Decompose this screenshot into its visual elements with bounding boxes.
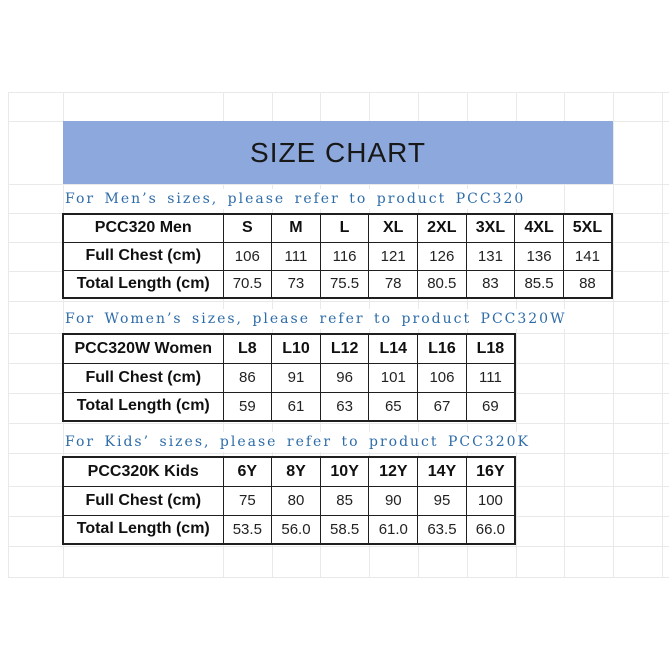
table-title-cell: PCC320W Women — [63, 334, 223, 363]
size-value-cell: 67 — [418, 392, 467, 421]
grid-line-horizontal — [8, 577, 669, 578]
page-title: SIZE CHART — [250, 136, 426, 168]
size-value-cell: 95 — [418, 486, 467, 515]
size-header-cell: 5XL — [563, 214, 612, 242]
size-header-cell: S — [223, 214, 272, 242]
size-value-cell: 63 — [320, 392, 369, 421]
size-header-cell: L — [320, 214, 369, 242]
size-header-cell: 2XL — [418, 214, 467, 242]
size-header-cell: 3XL — [466, 214, 515, 242]
size-value-cell: 106 — [223, 242, 272, 270]
size-value-cell: 90 — [369, 486, 418, 515]
size-table-header-row — [63, 214, 612, 242]
grid-line-vertical — [662, 92, 663, 577]
size-value-cell: 86 — [223, 363, 272, 392]
size-value-cell: 73 — [272, 270, 321, 298]
size-value-cell: 91 — [272, 363, 321, 392]
size-header-cell: 6Y — [223, 457, 272, 486]
size-value-cell: 141 — [563, 242, 612, 270]
size-value-cell: 53.5 — [223, 515, 272, 544]
women-size-table — [62, 333, 516, 422]
size-value-cell: 61.0 — [369, 515, 418, 544]
size-value-cell: 75 — [223, 486, 272, 515]
size-value-cell: 101 — [369, 363, 418, 392]
size-value-cell: 100 — [466, 486, 515, 515]
size-value-cell: 83 — [466, 270, 515, 298]
size-header-cell: XL — [369, 214, 418, 242]
size-value-cell: 131 — [466, 242, 515, 270]
size-header-cell: 4XL — [515, 214, 564, 242]
size-value-cell: 80 — [272, 486, 321, 515]
size-table-row — [63, 270, 612, 298]
grid-line-horizontal — [8, 423, 669, 424]
men-size-table — [62, 213, 613, 299]
size-value-cell: 66.0 — [466, 515, 515, 544]
grid-line-vertical — [8, 92, 9, 577]
size-chart-banner — [63, 121, 613, 184]
row-label-cell: Full Chest (cm) — [63, 363, 223, 392]
size-value-cell: 111 — [272, 242, 321, 270]
size-header-cell: 12Y — [369, 457, 418, 486]
grid-line-vertical — [613, 92, 614, 577]
table-title-cell: PCC320K Kids — [63, 457, 223, 486]
size-header-cell: L10 — [272, 334, 321, 363]
size-value-cell: 75.5 — [320, 270, 369, 298]
size-value-cell: 85.5 — [515, 270, 564, 298]
size-value-cell: 88 — [563, 270, 612, 298]
size-value-cell: 106 — [418, 363, 467, 392]
size-table-row — [63, 392, 515, 421]
size-value-cell: 111 — [466, 363, 515, 392]
size-header-cell: L8 — [223, 334, 272, 363]
size-value-cell: 136 — [515, 242, 564, 270]
size-header-cell: M — [272, 214, 321, 242]
size-header-cell: L14 — [369, 334, 418, 363]
size-value-cell: 61 — [272, 392, 321, 421]
grid-line-horizontal — [8, 184, 669, 185]
size-value-cell: 59 — [223, 392, 272, 421]
table-title-cell: PCC320 Men — [63, 214, 223, 242]
row-label-cell: Total Length (cm) — [63, 270, 223, 298]
row-label-cell: Total Length (cm) — [63, 392, 223, 421]
grid-line-horizontal — [8, 453, 669, 454]
grid-line-horizontal — [8, 301, 669, 302]
size-value-cell: 69 — [466, 392, 515, 421]
row-label-cell: Full Chest (cm) — [63, 242, 223, 270]
size-header-cell: L16 — [418, 334, 467, 363]
size-header-cell: L12 — [320, 334, 369, 363]
size-table-header-row — [63, 334, 515, 363]
size-table-row — [63, 515, 515, 544]
size-header-cell: 14Y — [418, 457, 467, 486]
size-value-cell: 63.5 — [418, 515, 467, 544]
row-label-cell: Full Chest (cm) — [63, 486, 223, 515]
kids-size-table — [62, 456, 516, 545]
women-sizes-note: For Women’s sizes, please refer to product PCC320W — [64, 309, 572, 329]
grid-line-horizontal — [8, 546, 669, 547]
size-value-cell: 85 — [320, 486, 369, 515]
size-value-cell: 56.0 — [272, 515, 321, 544]
size-table-row — [63, 363, 515, 392]
size-value-cell: 80.5 — [418, 270, 467, 298]
size-value-cell: 65 — [369, 392, 418, 421]
kids-sizes-note: For Kids’ sizes, please refer to product PCC320K — [64, 432, 536, 452]
size-value-cell: 78 — [369, 270, 418, 298]
size-header-cell: L18 — [466, 334, 515, 363]
size-value-cell: 70.5 — [223, 270, 272, 298]
size-header-cell: 16Y — [466, 457, 515, 486]
size-table-row — [63, 486, 515, 515]
size-value-cell: 121 — [369, 242, 418, 270]
size-table-row — [63, 242, 612, 270]
size-table-header-row — [63, 457, 515, 486]
size-value-cell: 116 — [320, 242, 369, 270]
size-value-cell: 96 — [320, 363, 369, 392]
men-sizes-note: For Men’s sizes, please refer to product PCC320 — [64, 189, 531, 209]
row-label-cell: Total Length (cm) — [63, 515, 223, 544]
size-value-cell: 58.5 — [320, 515, 369, 544]
size-value-cell: 126 — [418, 242, 467, 270]
size-header-cell: 10Y — [320, 457, 369, 486]
size-header-cell: 8Y — [272, 457, 321, 486]
grid-line-horizontal — [8, 92, 669, 93]
